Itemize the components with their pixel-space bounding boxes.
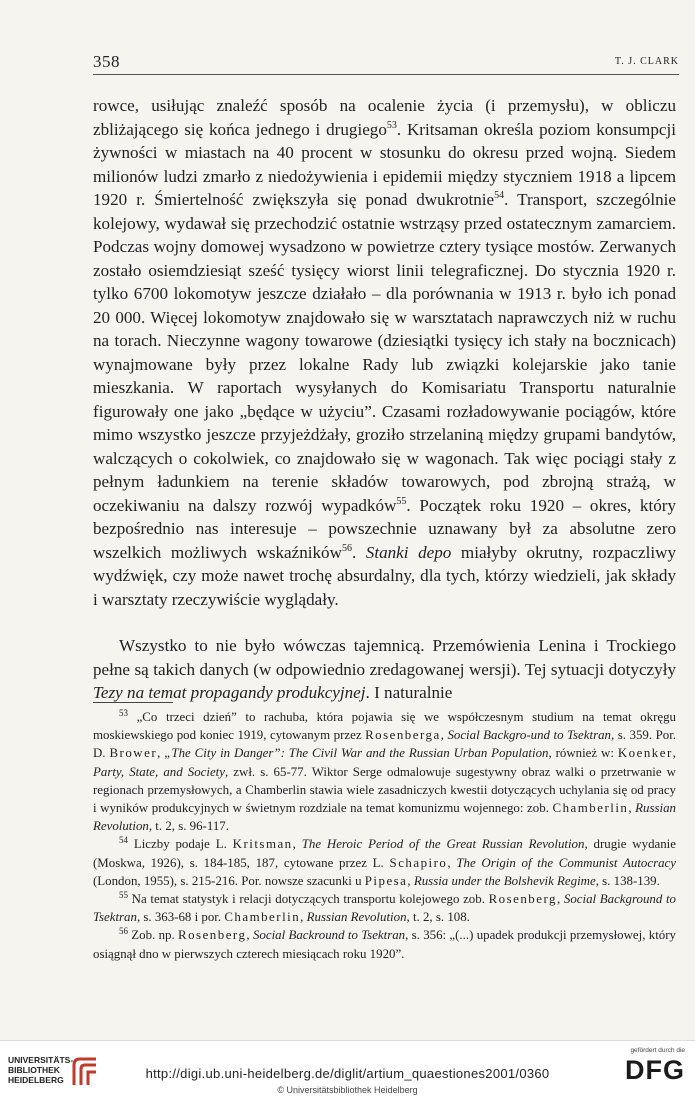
library-logo-line: HEIDELBERG: [8, 1075, 64, 1085]
copyright-notice: © Universitätsbibliothek Heidelberg: [277, 1085, 418, 1095]
paragraph-2: Wszystko to nie było wówczas tajemnicą. Przemówienia Lenina i Trockiego pełne są takich danych (w odpowiednio zredagowanej wersji). Tej sytuacji dotyczyły Tezy na temat propagandy produkcyjnej. I naturalnie: [93, 636, 676, 702]
funder-logo[interactable]: [625, 1047, 685, 1099]
footnote-55: $^{55}$ Na temat statystyk i relacji dotyczących transportu kolejowego zob. Rosenberg, Social Background to Tsektran, s. 363-68 i por. Chamberlin, Russian Revolution, t. 2, s. 108.: [93, 890, 676, 925]
permalink-url[interactable]: http://digi.ub.uni-heidelberg.de/diglit/artium_quaestiones2001/0360: [145, 1066, 550, 1081]
footnote-ref-53: 53: [386, 119, 397, 131]
dfg-logo: DFG: [625, 1055, 685, 1085]
library-logo-line: BIBLIOTHEK: [8, 1065, 60, 1075]
footnote-56: $^{56}$ Zob. np. Rosenberg, Social Backround to Tsektran, s. 356: „(...) upadek produkcji przemysłowej, który osiągnął dno w pierwszych czterech miesiącach roku 1920”.: [93, 926, 676, 961]
footnote-ref-56: 56: [341, 542, 352, 554]
library-logo-line: UNIVERSITÄTS-: [8, 1055, 74, 1065]
page-header: [93, 52, 679, 75]
page-number: 358: [93, 52, 120, 71]
footnote-ref-54: 54: [494, 190, 505, 201]
footnotes: [93, 708, 676, 963]
footnote-divider: [93, 702, 173, 703]
emphasis: Tezy na temat propagandy produkcyjnej: [93, 683, 366, 702]
footnote-53: $^{53}$ „Co trzeci dzień” to rachuba, która pojawia się we współczesnym studium na temat okręgu moskiewskiego pod koniec 1919, cytowanym przez Rosenberga, Social Backgro-und to Tsektran, s. 359. Por. D. Brower, „The City in Danger”: The Civil War and the Russian Urban Population, również w: Koenker, Party, State, and Society, zwł. s. 65-77. Wiktor Serge odmalowuje sugestywny obraz walki o przetrwanie w regionach przemysłowych, a Chamberlin stawia wiele zasadniczych kwestii dotyczących uchylania się od pracy i wyników produkcyjnych w świetnym rozdziale na temat komunizmu wojennego: zob. Chamberlin, Russian Revolution, t. 2, s. 96-117.: [93, 708, 676, 834]
footnote-ref-55: 55: [396, 495, 407, 507]
viewer-footer: [0, 1040, 695, 1104]
body-text: [93, 94, 676, 705]
paragraph-1: rowce, usiłując znaleźć sposób na ocalenie życia (i przemysłu), w obliczu zbliżającego się końca jednego i drugiego$^{53}$. Kritsaman określa poziom konsumpcji żywności w miastach na 40 procent w stosunku do okresu przed wojną. Siedem milionów ludzi zmarło z niedożywienia i epidemii między styczniem 1918 a lipcem 1920 r. Śmiertelność zwiększyła się ponad dwukrotnie$^{54}$. Transport, szczególnie kolejowy, wydawał się przechodzić ostatnie wstrząsy przed ostatecznym zamarciem. Podczas wojny domowej wysadzono w powietrze cztery tysiące mostów. Zerwanych zostało osiemdziesiąt sześć tysięcy wiorst linii telegraficznej. Do stycznia 1920 r. tylko 6700 lokomotyw jeszcze działało – dla porównania w 1913 r. było ich ponad 20 000. Więcej lokomotyw znajdowało się w warsztatach naprawczych niż w ruchu na torach. Nieczynne wagony towarowe (dziesiątki tysięcy ich stały na bocznicach) wynajmowane były przez lokalne Rady lub związki kolejarskie jako tanie mieszkania. W raportach wysyłanych do Komisariatu Transportu naturalnie figurowały one jako „będące w użyciu”. Czasami rozładowywanie pociągów, które mimo wszystko jeszcze przyjeżdżały, groziło strzelaniną między grupami bandytów, walczących o cokolwiek, co znajdowało się w wagonach. Tak więc pociągi stały z pełnym ładunkiem na terenie składów towarowych, pod zbrojną strażą, w oczekiwaniu na dalszy rozwój wypadków$^{55}$. Początek roku 1920 – okres, który bezpośrednio nas interesuje – powszechnie uznawany był za absolutne zero wszelkich możliwych wskaźników$^{56}$. Stanki depo miałyby okrutny, rozpaczliwy wydźwięk, czy może nawet trochę absurdalny, dla tych, którzy wiedzieli, jak składy i warsztaty rzeczywiście wyglądały.: [93, 96, 676, 609]
emphasis: Stanki depo: [365, 542, 452, 562]
running-head: T. J. CLARK: [614, 56, 679, 67]
footnote-54: $^{54}$ Liczby podaje L. Kritsman, The Heroic Period of the Great Russian Revolution, drugie wydanie (Moskwa, 1926), s. 184-185, 187, cytowane przez L. Schapiro, The Origin of the Communist Autocracy (London, 1955), s. 215-216. Por. nowsze szacunki u Pipesa, Russia under the Bolshevik Regime, s. 138-139.: [93, 835, 676, 888]
funder-caption: gefördert durch die: [630, 1047, 685, 1054]
